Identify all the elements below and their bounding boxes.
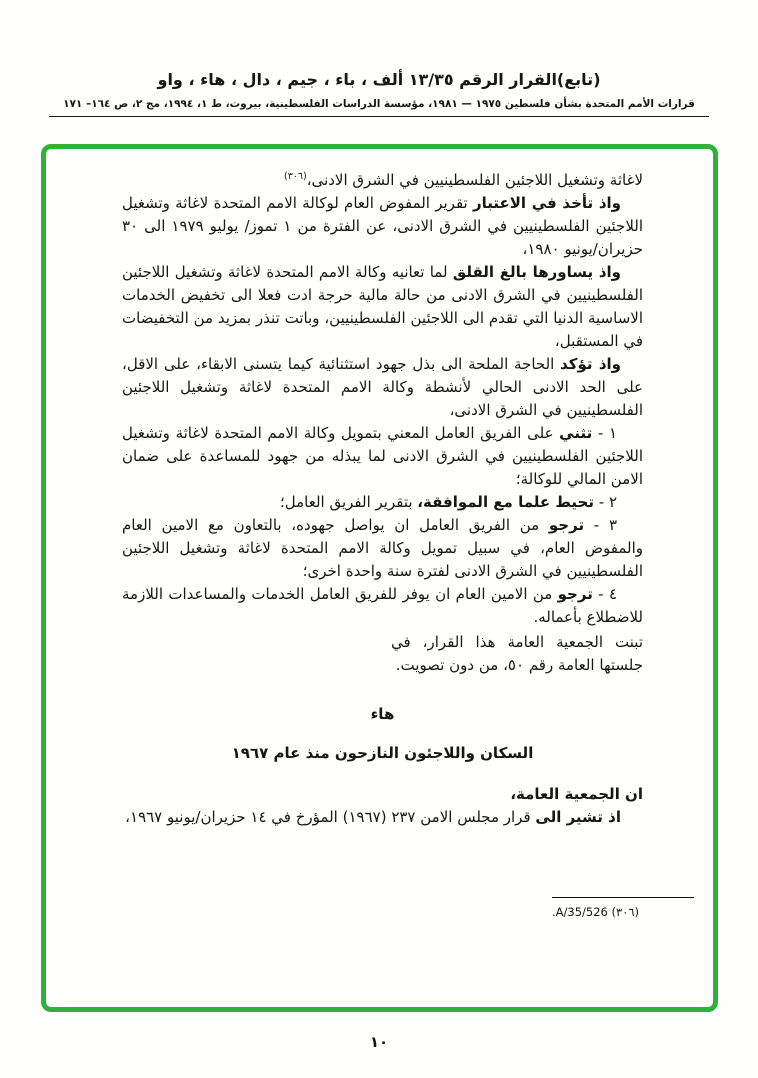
text-run: ٢ -	[593, 493, 617, 511]
bold-lead: واذ تؤكد	[560, 355, 621, 373]
text-run: قرار مجلس الامن ٢٣٧ (١٩٦٧) المؤرخ في ١٤ حزيران/يونيو ١٩٦٧،	[125, 808, 536, 826]
bold-lead: اذ تشير الى	[535, 808, 621, 826]
text-run: من الفريق العامل ان يواصل جهوده، بالتعاون مع الامين العام والمفوض العام، في سبيل تمويل وكالة الامم المتحدة لاغاثة وتشغيل اللاجئين الفلسطينيين في الشرق الادنى لفترة سنة واحدة اخرى؛	[122, 516, 643, 580]
header-source-citation: قرارات الأمم المتحدة بشأن فلسطين ١٩٧٥ — ١٩٨١، مؤسسة الدراسات الفلسطينية، بيروت، ط ١، ١٩٩٤، مج ٢، ص ١٦٤– ١٧١	[49, 98, 709, 117]
section-title	[122, 742, 643, 765]
operative-paragraph-1	[122, 422, 643, 491]
bold-lead: واذ يساورها بالغ القلق	[452, 263, 621, 281]
text-run: ٤ -	[592, 585, 617, 603]
bold-lead: واذ تأخذ في الاعتبار	[472, 194, 621, 212]
text-run: على الفريق العامل المعني بتمويل وكالة الامم المتحدة لاغاثة وتشغيل اللاجئين الفلسطينيين في الشرق الادنى لما يبذله من جهود للمساعدة على ضمان الامن المالي للوكالة؛	[122, 424, 643, 488]
text-run: لما تعانيه وكالة الامم المتحدة لاغاثة وتشغيل اللاجئين الفلسطينيين في الشرق الادنى من حالة مالية حرجة ادت فعلا الى تخفيض الخدمات الاساسية الدنيا التي تقدم الى اللاجئين الفلسطينيين، وباتت تنذر بمزيد من التخفيضات في المستقبل،	[122, 263, 643, 350]
header-title: (تابع)القرار الرقم ١٣/٣٥ ألف ، باء ، جيم ، دال ، هاء ، واو	[157, 70, 601, 89]
text-run: الحاجة الملحة الى بذل جهود استثنائية كيما يتسنى الابقاء، على الاقل، على الحد الادنى الحالي لأنشطة وكالة الامم المتحدة لاغاثة وتشغيل اللاجئين الفلسطينيين في الشرق الادنى،	[122, 355, 643, 419]
footnote-block	[552, 897, 694, 919]
footnote-separator	[552, 897, 694, 898]
preamble-taking-into-account	[122, 192, 643, 261]
text-run: تبنت الجمعية العامة هذا القرار، في جلستها العامة رقم ٥٠، من دون تصويت.	[391, 633, 643, 674]
bold-lead: تثني	[559, 424, 593, 442]
footnote-text: (٣٠٦) A/35/526.	[552, 905, 640, 919]
text-run: تقرير المفوض العام لوكالة الامم المتحدة لاغاثة وتشغيل اللاجئين الفلسطينيين في الشرق الادنى، عن الفترة من ١ تموز/ يوليو ١٩٧٩ الى ٣٠ حزيران/يونيو ١٩٨٠،	[122, 194, 644, 258]
bold-lead: ترجو	[548, 516, 585, 534]
operative-paragraph-4	[122, 583, 643, 629]
continuation-text	[122, 169, 643, 192]
text-run: لاغاثة وتشغيل اللاجئين الفلسطينيين في الشرق الادنى،	[306, 171, 643, 189]
operative-paragraph-3	[122, 514, 643, 583]
section-letter	[122, 703, 643, 726]
content-frame	[41, 144, 718, 1012]
preamble-recalling	[122, 806, 643, 829]
bold-lead: تحيط علما مع الموافقة،	[417, 493, 594, 511]
page-number: ١٠	[369, 1033, 389, 1051]
footnote-marker: (٣٠٦)	[283, 171, 307, 182]
operative-paragraph-2	[122, 491, 643, 514]
text-run: ١ -	[592, 424, 617, 442]
preamble-affirming-need	[122, 353, 643, 422]
page-header	[49, 70, 709, 117]
preamble-lead	[122, 783, 643, 806]
text-run: ٣ -	[584, 516, 617, 534]
text-run: من الامين العام ان يوفر للفريق العامل الخدمات والمساعدات اللازمة للاضطلاع بأعماله.	[122, 585, 643, 626]
bold-lead: هاء	[370, 705, 395, 723]
bold-lead: السكان واللاجئون النازحون منذ عام ١٩٦٧	[231, 744, 534, 762]
bold-lead: ان الجمعية العامة،	[510, 785, 643, 803]
resolution-text	[122, 169, 643, 829]
preamble-grave-concern	[122, 261, 643, 353]
text-run: بتقرير الفريق العامل؛	[279, 493, 418, 511]
adoption-note	[391, 631, 643, 677]
bold-lead: ترجو	[557, 585, 593, 603]
